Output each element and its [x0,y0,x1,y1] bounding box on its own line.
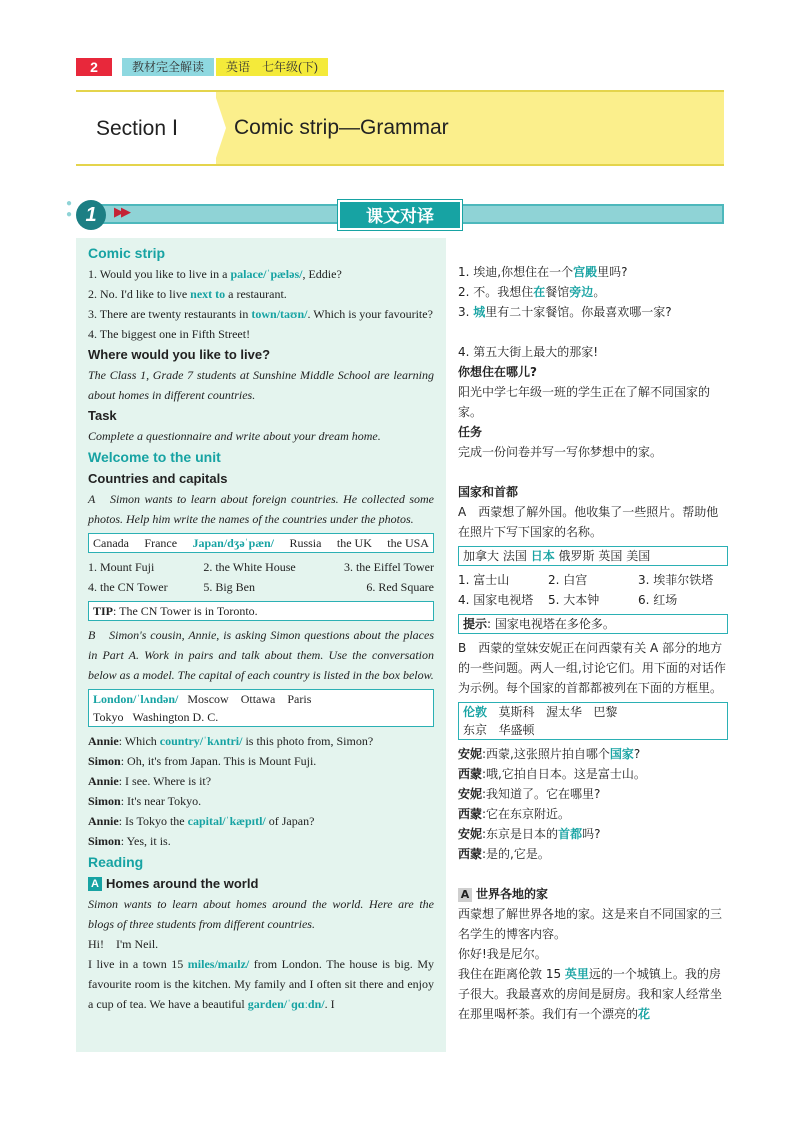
task-text-cn: 完成一份问卷并写一写你梦想中的家。 [458,445,663,459]
neil-greeting-cn: 你好!我是尼尔。 [458,947,547,961]
countries-box: Canada France Japan/dʒəˈpæn/ Russia the UK the USA [88,533,434,553]
list-item: 4. the CN Tower [88,580,168,594]
comic-line-cn: 2. 不。我想住在餐馆旁边。 [458,285,606,299]
comic-line: 3. There are twenty restaurants in town/taʊn/. Which is your favourite? [88,307,433,321]
list-item: 5. 大本钟 [548,593,600,607]
section-label: Section Ⅰ [96,117,179,140]
section-title: Comic strip—Grammar [234,116,449,139]
task-heading-cn: 任务 [458,425,483,439]
where-heading-cn: 你想住在哪儿? [458,365,537,379]
neil-text: I live in a town 15 miles/maɪlz/ from London. The house is big. My favourite room is the kitchen. My family and I often sit there and enjoy a cup of tea. We have a beautiful garden/ˈɡɑːdn/. I [88,957,434,1011]
dots-decoration: ● ● [66,198,73,220]
homes-heading-cn: A 世界各地的家 [458,884,728,904]
list-item: 5. Big Ben [203,580,255,594]
dialogue-line: 西蒙:它在东京附近。 [458,807,571,821]
part-a-instructions: A Simon wants to learn about foreign countries. He collected some photos. Help him write the names of the countries under the photos. [88,492,434,526]
part-banner [66,200,724,232]
list-item: 6. Red Square [366,580,434,594]
english-column [76,238,446,1052]
tip-box-cn: 提示: 国家电视塔在多伦多。 [458,614,728,634]
comic-line: 1. Would you like to live in a palace/ˈpæləs/, Eddie? [88,267,342,281]
dialogue-line: 安妮:西蒙,这张照片拍自哪个国家? [458,747,641,761]
dialogue-line: 安妮:东京是日本的首都吗? [458,827,601,841]
where-text-cn: 阳光中学七年级一班的学生正在了解不同国家的家。 [458,385,711,419]
list-item: 4. 国家电视塔 [458,593,534,607]
places-list-cn [458,570,728,610]
reading-heading: Reading [88,854,144,870]
neil-greeting: Hi! I'm Neil. [88,937,159,951]
capitals-box: London/ˈlʌndən/ Moscow Ottawa Paris Tokyo Washington D. C. [88,689,434,727]
comic-line-cn: 1. 埃迪,你想住在一个宫殿里吗? [458,265,628,279]
dialogue-line: 西蒙:是的,它是。 [458,847,550,861]
dialogue-cn [458,744,728,864]
comic-strip-heading: Comic strip [88,245,166,261]
countries-heading-cn: 国家和首都 [458,485,519,499]
tip-box: TIP: The CN Tower is in Toronto. [88,601,434,621]
dialogue [88,731,434,851]
running-header [76,58,328,76]
welcome-heading: Welcome to the unit [88,449,221,465]
where-text: The Class 1, Grade 7 students at Sunshine Middle School are learning about homes in different countries. [88,368,434,402]
dialogue-line: Simon: It's near Tokyo. [88,794,202,808]
list-item: 1. 富士山 [458,573,510,587]
homes-heading: A Homes around the world [88,873,434,894]
places-list [88,557,434,597]
countries-heading: Countries and capitals [88,471,228,486]
page-number: 2 [76,58,112,76]
dialogue-line: Simon: Yes, it is. [88,834,171,848]
list-item: 2. the White House [203,560,296,574]
part-a-instructions-cn: A 西蒙想了解外国。他收集了一些照片。帮助他在照片下写下国家的名称。 [458,505,719,539]
book-subject: 英语 七年级(下) [216,58,328,76]
list-item: 1. Mount Fuji [88,560,155,574]
list-item: 3. 埃菲尔铁塔 [638,573,714,587]
part-b-instructions: B Simon's cousin, Annie, is asking Simon questions about the places in Part A. Work in pairs and talk about them. Use the conversation below as a model. The capital of each country is listed in the box below. [88,628,434,682]
dialogue-line: 西蒙:哦,它拍自日本。这是富士山。 [458,767,646,781]
banner-title: 课文对译 [338,200,462,230]
dialogue-line: Simon: Oh, it's from Japan. This is Mount Fuji. [88,754,317,768]
comic-line: 2. No. I'd like to live next to a restaurant. [88,287,287,301]
dialogue-line: Annie: Is Tokyo the capital/ˈkæpɪtl/ of Japan? [88,814,315,828]
dialogue-line: Annie: I see. Where is it? [88,774,212,788]
list-item: 6. 红场 [638,593,678,607]
double-arrow-icon: ▶▶ [114,204,128,219]
section-header [76,90,724,166]
comic-line-cn: 3. 城里有二十家餐馆。你最喜欢哪一家? [458,305,672,319]
comic-line-cn: 4. 第五大街上最大的那家! [458,345,599,359]
dialogue-line: Annie: Which country/ˈkʌntri/ is this photo from, Simon? [88,734,374,748]
neil-text-cn: 我住在距离伦敦 15 英里远的一个城镇上。我的房子很大。我最喜欢的房间是厨房。我和家人经常坐在那里喝杯茶。我们有一个漂亮的花 [458,967,723,1021]
part-b-instructions-cn: B 西蒙的堂妹安妮正在问西蒙有关 A 部分的地方的一些问题。两人一组,讨论它们。用下面的对话作为示例。每个国家的首都都被列在下面的方框里。 [458,641,726,695]
chinese-column [458,262,728,1024]
task-heading: Task [88,408,117,423]
capitals-box-cn: 伦敦 莫斯科 渥太华 巴黎 东京 华盛顿 [458,702,728,740]
countries-box-cn: 加拿大 法国 日本 俄罗斯 英国 美国 [458,546,728,566]
comic-line: 4. The biggest one in Fifth Street! [88,327,251,341]
banner-number: 1 [76,200,106,230]
book-title: 教材完全解读 [122,58,214,76]
list-item: 2. 白宫 [548,573,588,587]
homes-intro: Simon wants to learn about homes around the world. Here are the blogs of three students from different countries. [88,897,434,931]
list-item: 3. the Eiffel Tower [343,560,434,574]
task-text: Complete a questionnaire and write about your dream home. [88,429,381,443]
dialogue-line: 安妮:我知道了。它在哪里? [458,787,601,801]
where-heading: Where would you like to live? [88,347,271,362]
homes-intro-cn: 西蒙想了解世界各地的家。这是来自不同国家的三名学生的博客内容。 [458,907,723,941]
